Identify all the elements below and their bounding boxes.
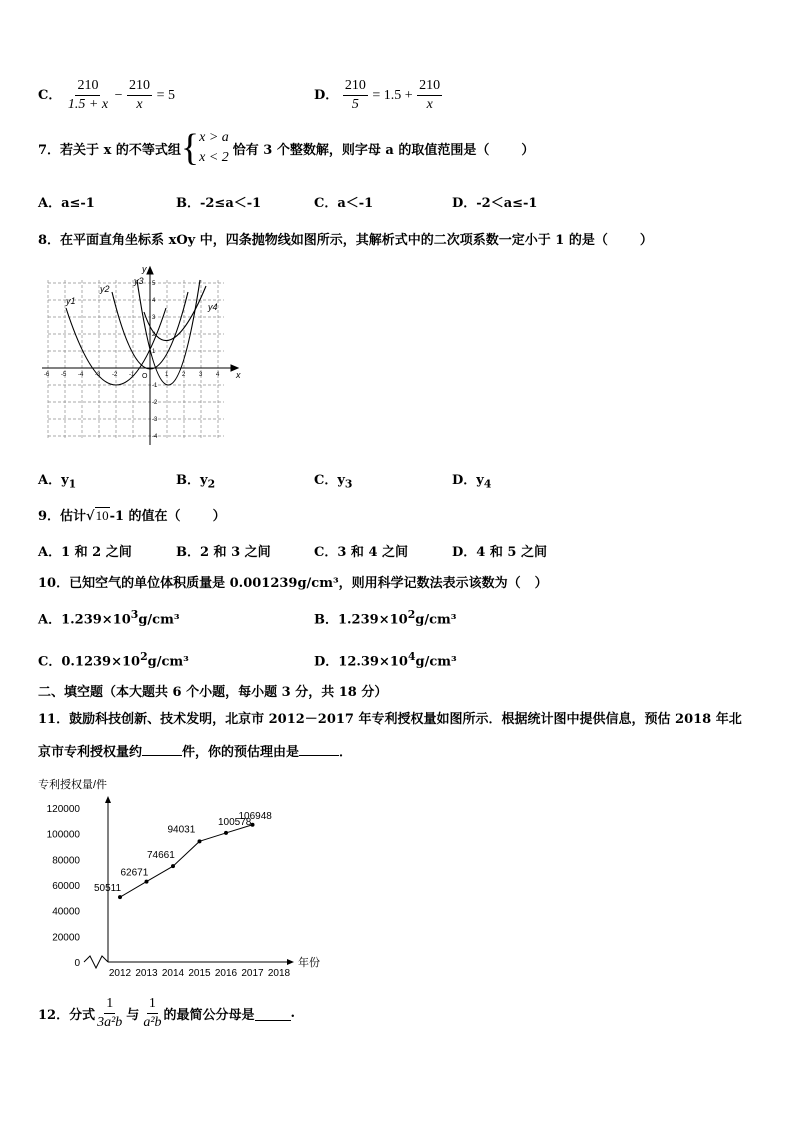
data-point	[118, 895, 122, 899]
answer-blank-1[interactable]	[142, 742, 182, 756]
option-letter: A．	[38, 473, 62, 488]
denominator: x	[426, 97, 433, 112]
rhs: = 5	[156, 88, 175, 103]
parabola-curves	[66, 280, 206, 385]
q9-option-c[interactable]: C．3 和 4 之间	[314, 545, 409, 560]
fraction	[127, 78, 152, 113]
q7-close: ）	[521, 142, 535, 158]
option-letter: B．	[176, 473, 200, 488]
option-base: A．1.239×10	[38, 612, 131, 628]
x-tick-label: 2018	[267, 968, 291, 979]
q10-option-d[interactable]	[314, 650, 457, 669]
y-tick-label: 60000	[52, 881, 80, 892]
data-point	[171, 864, 175, 868]
q7-option-a[interactable]: A．a≤-1	[38, 196, 95, 211]
q9-stem	[38, 505, 226, 524]
data-point	[198, 839, 202, 843]
x-tick-label: 2016	[214, 968, 238, 979]
x-tick: -1	[129, 372, 135, 378]
sqrt-icon: √	[86, 509, 95, 524]
data-point	[145, 880, 149, 884]
q8-text: 8．在平面直角坐标系 xOy 中，四条抛物线如图所示，其解析式中的二次项系数一定小于 1 的是（	[38, 233, 608, 248]
option-letter: C．	[38, 88, 62, 103]
option-unit: g/cm³	[415, 654, 457, 670]
option-var: y	[200, 473, 208, 488]
q9-option-b[interactable]: B．2 和 3 之间	[176, 545, 271, 560]
q7-suffix: 恰有 3 个整数解，则字母 a 的取值范围是（	[232, 142, 490, 158]
x-tick: 1	[165, 372, 169, 378]
inequality-1: x > a	[199, 130, 229, 145]
x-tick-label: 2013	[135, 968, 158, 979]
y-tick: 2	[152, 332, 156, 338]
curve-label-y3: y3	[134, 276, 144, 286]
q6-option-c[interactable]	[38, 78, 175, 113]
axis-break-icon	[84, 956, 108, 968]
q11-line1: 11．鼓励科技创新、技术发明，北京市 2012－2017 年专利授权量如图所示．根据统计图中提供信息，预估 2018 年北	[38, 712, 742, 727]
q12-suffix: 的最简公分母是	[163, 1008, 255, 1023]
option-exponent: 2	[140, 650, 148, 663]
x-tick-label: 2014	[161, 968, 185, 979]
x-tick: 4	[216, 372, 220, 378]
chart-title: 专利授权量/件	[38, 779, 108, 791]
data-labels	[94, 811, 272, 894]
curve-y3	[137, 280, 200, 385]
x-tick: 2	[182, 372, 186, 378]
axes	[42, 267, 238, 445]
option-letter: D．	[452, 473, 477, 488]
q8-option-c[interactable]	[314, 469, 352, 491]
data-label: 50511	[94, 883, 122, 895]
y-tick-label: 0	[74, 958, 80, 969]
q9-prefix: 9．估计	[38, 509, 87, 524]
q11-text-c: ．	[339, 745, 353, 760]
q9-option-a[interactable]: A．1 和 2 之间	[38, 545, 132, 560]
q9-suffix: -1 的值在（	[109, 509, 181, 524]
option-base: D．12.39×10	[314, 654, 408, 670]
x-tick-label: 2017	[241, 968, 264, 979]
q7-stem	[38, 128, 534, 168]
option-exponent: 3	[130, 608, 139, 621]
option-var: y	[476, 473, 484, 488]
numerator: 1	[147, 996, 158, 1014]
x-tick-label: 2012	[108, 968, 132, 979]
answer-blank[interactable]	[255, 1007, 291, 1021]
x-tick: -5	[61, 372, 67, 378]
option-subscript: 1	[68, 477, 77, 491]
fraction	[95, 996, 124, 1031]
y-tick: -3	[152, 417, 158, 423]
q11-text-b: 件，你的预估理由是	[182, 745, 300, 760]
q11-text-a: 京市专利授权量约	[38, 745, 143, 760]
option-base: B．1.239×10	[314, 612, 408, 628]
series-line	[120, 825, 253, 897]
q8-close: ）	[639, 233, 653, 248]
brace-icon: {	[180, 127, 200, 169]
fraction	[141, 996, 163, 1031]
q12-prefix: 12．分式	[38, 1008, 96, 1023]
data-label: 74661	[147, 850, 175, 862]
option-unit: g/cm³	[138, 612, 180, 628]
q10-option-a[interactable]	[38, 608, 180, 627]
y-tick: 5	[152, 281, 156, 287]
inequality-system	[199, 128, 229, 168]
q9-close: ）	[212, 509, 226, 524]
middle-expression: = 1.5 +	[372, 88, 413, 103]
q7-option-c[interactable]: C．a＜-1	[314, 196, 374, 211]
option-subscript: 3	[344, 477, 353, 491]
q11-line2	[38, 741, 352, 760]
y-tick: -4	[152, 434, 158, 440]
x-axis-arrow-icon	[287, 959, 294, 965]
q8-option-d[interactable]	[452, 469, 491, 491]
data-point	[224, 831, 228, 835]
inequality-2: x < 2	[199, 150, 229, 165]
y-tick: -2	[152, 400, 158, 406]
q12-stem	[38, 996, 295, 1031]
x-tick: -6	[44, 372, 50, 378]
q7-prefix: 7．若关于 x 的不等式组	[38, 142, 181, 158]
option-letter: C．	[314, 473, 338, 488]
curve-label-y2: y2	[100, 284, 110, 294]
fraction	[417, 78, 442, 113]
section-title: 二、填空题（本大题共 6 个小题，每小题 3 分，共 18 分）	[38, 685, 388, 700]
data-label: 106948	[238, 810, 272, 822]
x-tick: -3	[95, 372, 101, 378]
q10-text: 10．已知空气的单位体积质量是 0.001239g/cm³，则用科学记数法表示该数为（	[38, 576, 521, 591]
y-tick-labels	[47, 804, 81, 969]
x-tick-labels	[109, 968, 291, 979]
q10-close: ）	[534, 576, 548, 591]
curve-label-y4: y4	[208, 302, 218, 312]
x-tick-label: 2015	[188, 968, 211, 979]
numerator: 210	[343, 78, 368, 96]
q12-end: .	[290, 1006, 296, 1021]
denominator: x	[136, 97, 143, 112]
parabola-graph	[38, 262, 248, 448]
y-tick-label: 20000	[52, 932, 80, 944]
q9-option-d[interactable]: D．4 和 5 之间	[452, 545, 547, 560]
data-label: 100578	[218, 816, 252, 828]
q10-option-c[interactable]	[38, 650, 189, 669]
patent-line-chart	[38, 770, 338, 980]
numerator: 210	[127, 78, 152, 96]
q6-option-d[interactable]	[314, 78, 442, 113]
x-tick: 3	[199, 372, 203, 378]
q8-option-a[interactable]	[38, 469, 76, 491]
x-axis-label: 年份	[298, 957, 320, 969]
minus-sign: −	[114, 88, 123, 103]
numerator: 1	[104, 996, 115, 1014]
denominator: 1.5 + x	[67, 97, 109, 112]
option-subscript: 4	[483, 477, 492, 491]
x-tick: -4	[78, 372, 84, 378]
y-tick: 3	[152, 315, 156, 321]
y-tick: 1	[152, 349, 156, 355]
data-label: 62671	[120, 867, 149, 879]
x-axis-label: x	[236, 370, 241, 380]
numerator: 210	[417, 78, 442, 96]
fraction	[343, 78, 368, 113]
q10-stem	[38, 572, 548, 591]
option-var: y	[337, 473, 345, 488]
answer-blank-2[interactable]	[299, 742, 339, 756]
q10-option-b[interactable]	[314, 608, 456, 627]
option-unit: g/cm³	[415, 612, 457, 628]
y-tick-label: 80000	[52, 855, 80, 867]
q8-stem	[38, 229, 653, 248]
curve-y4	[144, 286, 206, 341]
q7-option-d[interactable]: D．-2＜a≤-1	[452, 196, 538, 211]
y-tick: 4	[152, 298, 156, 304]
y-axis-arrow-icon	[105, 796, 111, 803]
y-tick-label: 100000	[46, 829, 80, 841]
y-tick-label: 120000	[46, 804, 80, 815]
x-tick: -2	[112, 372, 118, 378]
option-letter: D．	[314, 88, 339, 103]
option-subscript: 2	[207, 477, 216, 491]
q12-mid: 与	[126, 1008, 140, 1023]
numerator: 210	[75, 78, 100, 96]
denominator: 3a²b	[97, 1015, 123, 1030]
option-unit: g/cm³	[147, 654, 189, 670]
origin-label: O	[142, 373, 148, 380]
curve-label-y1: y1	[66, 296, 76, 306]
y-tick-label: 40000	[52, 906, 80, 918]
denominator: 5	[351, 97, 359, 112]
data-label: 94031	[167, 824, 196, 836]
option-exponent: 2	[407, 608, 416, 621]
radicand: 10	[95, 508, 109, 523]
option-exponent: 4	[407, 650, 416, 663]
q8-option-b[interactable]	[176, 469, 215, 491]
q7-option-b[interactable]: B．-2≤a＜-1	[176, 196, 262, 211]
option-var: y	[61, 473, 69, 488]
denominator: a²b	[143, 1015, 162, 1030]
fraction	[66, 78, 110, 113]
option-base: C．0.1239×10	[38, 654, 141, 670]
y-axis-label: y	[142, 264, 147, 274]
y-tick: -1	[152, 383, 158, 389]
